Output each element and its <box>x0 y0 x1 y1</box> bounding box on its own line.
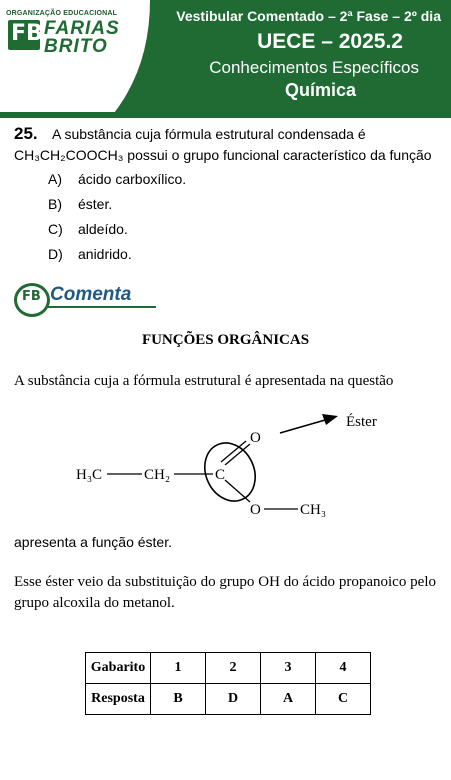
ester-structure-diagram <box>70 410 377 525</box>
table-cell: 1 <box>151 653 206 684</box>
commentary-paragraph-1: A substância cuja a fórmula estrutural é apresentada na questão <box>14 373 394 389</box>
table-cell: 2 <box>206 653 261 684</box>
option-text: aldeído. <box>78 221 128 237</box>
commentary-paragraph-2: apresenta a função éster. <box>14 534 172 550</box>
table-cell: Resposta <box>86 684 151 715</box>
logo-mark: FB <box>11 21 43 46</box>
table-cell: A <box>261 684 316 715</box>
option-letter: C) <box>48 221 63 237</box>
option-text: ácido carboxílico. <box>78 171 187 187</box>
struct-ester-label: Éster <box>346 414 377 430</box>
question-number: 25. <box>14 124 38 143</box>
struct-ch2: CH₂ <box>144 467 171 483</box>
option-text: anidrido. <box>78 246 132 262</box>
table-cell: D <box>206 684 261 715</box>
header-area: Conhecimentos Específicos <box>209 58 419 77</box>
option-text: éster. <box>78 196 113 212</box>
struct-c: C <box>215 467 226 483</box>
comenta-underline <box>48 306 156 308</box>
struct-o-bottom: O <box>250 502 261 518</box>
header-exam: UECE – 2025.2 <box>257 30 403 53</box>
header-subject: Química <box>284 80 356 100</box>
question-text-line1: A substância cuja fórmula estrutural condensada é <box>52 126 366 142</box>
logo-farias: FARIAS <box>44 18 120 39</box>
comenta-badge-mark: FB <box>22 289 41 304</box>
table-row <box>86 653 371 684</box>
comenta-logo-icon <box>14 283 50 317</box>
page-header <box>0 0 451 118</box>
logo-organization-text: ORGANIZAÇÃO EDUCACIONAL <box>6 10 118 17</box>
option-letter: B) <box>48 196 62 212</box>
arrow-icon <box>322 414 338 425</box>
option-letter: D) <box>48 246 63 262</box>
struct-h3c: H₃C <box>76 467 103 483</box>
question-text-line2: CH₃CH₂COOCH₃ possui o grupo funcional característico da função <box>14 147 432 163</box>
section-title: FUNÇÕES ORGÂNICAS <box>141 332 310 348</box>
logo-brito: BRITO <box>44 36 108 57</box>
table-cell: 3 <box>261 653 316 684</box>
comenta-label: Comenta <box>50 284 132 305</box>
struct-ch3: CH₃ <box>300 502 327 518</box>
commentary-paragraph-3: Esse éster veio da substituição do grupo OH do ácido propanoico pelo grupo alcoxila do metanol. <box>14 574 436 611</box>
table-cell: B <box>151 684 206 715</box>
table-row <box>86 684 371 715</box>
table-cell: Gabarito <box>86 653 151 684</box>
struct-o-top: O <box>250 430 261 446</box>
option-letter: A) <box>48 171 62 187</box>
header-subtitle: Vestibular Comentado – 2ª Fase – 2º dia <box>176 8 441 24</box>
logo-icon <box>8 20 43 50</box>
answer-table <box>85 652 371 715</box>
table-cell: C <box>316 684 371 715</box>
table-cell: 4 <box>316 653 371 684</box>
